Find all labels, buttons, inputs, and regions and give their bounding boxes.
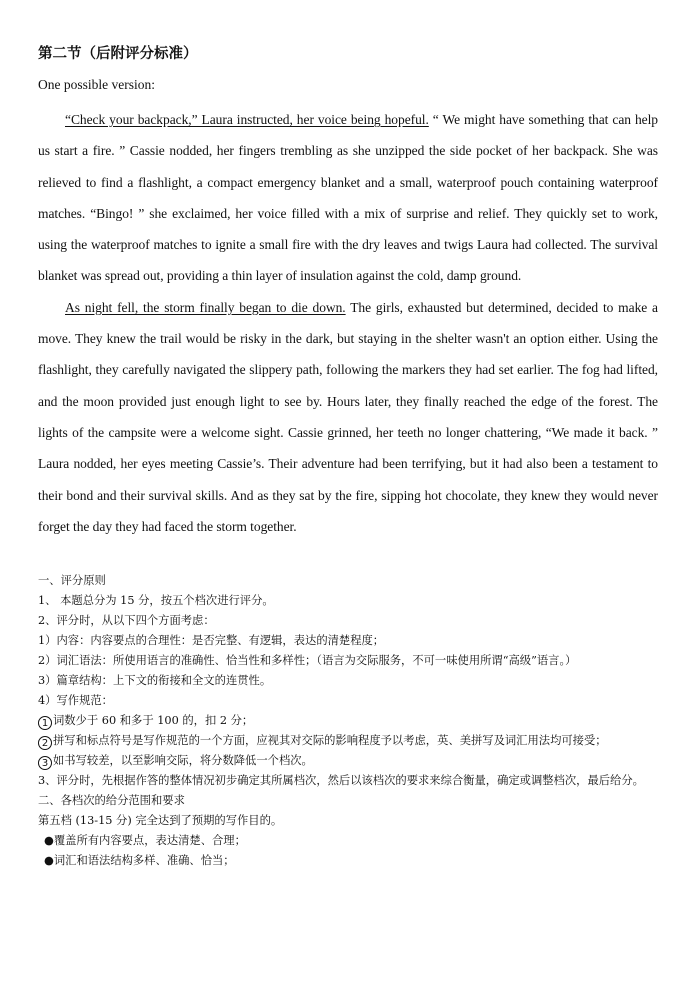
underlined-opening-sentence-1: “Check your backpack,” Laura instructed, her voice being hopeful.: [65, 112, 429, 127]
rubric-section-1-title: 一、评分原则: [38, 574, 106, 587]
possible-version-label: One possible version:: [38, 77, 155, 92]
writing-rule-1: [38, 711, 660, 731]
rubric-section-2-title: 二、各档次的给分范围和要求: [38, 794, 185, 807]
writing-rule-2-text: 拼写和标点符号是写作规范的一个方面，应视其对交际的影响程度予以考虑，英、美拼写及词汇用法均可接受；: [53, 734, 607, 747]
writing-rule-3-text: 如书写较差，以至影响交际，将分数降低一个档次。: [53, 754, 313, 767]
writing-rule-1-text: 词数少于 60 和多于 100 的，扣 2 分；: [53, 714, 254, 727]
circled-number-1: 1: [38, 716, 52, 730]
essay-paragraph-2: [38, 292, 658, 542]
paragraph-2-text: The girls, exhausted but determined, decided to make a move. They knew the trail would be risky in the dark, but staying in the shelter wasn't an option either. Using the flashlight, they carefully navigated the slippery path, following the markers they had set earlier. The fog had lifted, and the moon provided just enough light to see by. Hours later, they finally reached the edge of the forest. The lights of the campsite were a welcome sight. Cassie grinned, her teeth no longer chattering, “We made it back. ” Laura nodded, her eyes meeting Cassie’s. Their adventure had been terrifying, but it had also been a testament to their bond and their survival skills. And as they sat by the fire, sipping hot chocolate, they knew they would never forget the day they had faced the storm together.: [38, 299, 658, 534]
level-5-bullet-2: ●词汇和语法结构多样、准确、恰当；: [44, 854, 235, 867]
circled-number-2: 2: [38, 736, 52, 750]
rubric-item-2-1: 1）内容：内容要点的合理性：是否完整、有逻辑，表达的清楚程度；: [38, 634, 385, 647]
scoring-rubric: [38, 571, 660, 871]
essay-paragraph-1: [38, 104, 658, 292]
section-title: 第二节（后附评分标准）: [38, 45, 198, 62]
rubric-item-1: 1、 本题总分为 15 分，按五个档次进行评分。: [38, 594, 274, 607]
level-5-description: 第五档 (13-15 分) 完全达到了预期的写作目的。: [38, 814, 283, 827]
circled-number-3: 3: [38, 756, 52, 770]
rubric-item-2: 2、评分时，从以下四个方面考虑：: [38, 614, 215, 627]
rubric-item-2-4: 4）写作规范：: [38, 694, 113, 707]
underlined-opening-sentence-2: As night fell, the storm finally began to die down.: [65, 299, 346, 315]
rubric-item-2-2: 2）词汇语法：所使用语言的准确性、恰当性和多样性；（语言为交际服务，不可一味使用所谓“高级”语言。）: [38, 654, 577, 667]
writing-rule-2: [38, 731, 660, 751]
model-essay: [38, 104, 658, 542]
writing-rule-3: [38, 751, 660, 771]
paragraph-1-text: “ We might have something that can help us start a fire. ” Cassie nodded, her fingers trembling as she unzipped the side pocket of her backpack. She was relieved to find a flashlight, a compact emergency blanket and a small, waterproof pouch containing waterproof matches. “Bingo! ” she exclaimed, her voice filled with a mix of surprise and relief. They quickly set to work, using the waterproof matches to ignite a small fire with the dry leaves and twigs Laura had collected. The survival blanket was spread out, providing a thin layer of insulation against the cold, damp ground.: [38, 112, 658, 284]
level-5-bullet-1: ●覆盖所有内容要点，表达清楚、合理；: [44, 834, 246, 847]
rubric-item-3: 3、评分时，先根据作答的整体情况初步确定其所属档次，然后以该档次的要求来综合衡量，确定或调整档次，最后给分。: [38, 774, 644, 787]
rubric-item-2-3: 3）篇章结构：上下文的衔接和全文的连贯性。: [38, 674, 272, 687]
